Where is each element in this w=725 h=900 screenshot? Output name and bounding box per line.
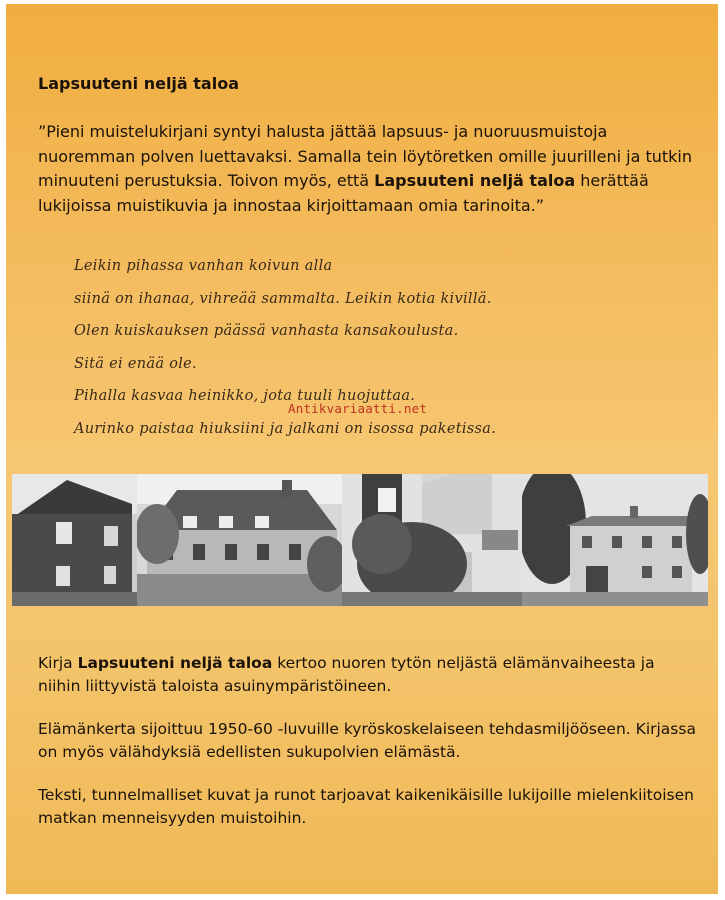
poem [74, 250, 674, 446]
book-back-cover [6, 4, 718, 894]
photo-strip [12, 474, 708, 606]
poem-line: siinä on ihanaa, vihreää sammalta. Leikin kotia kivillä. [74, 290, 492, 307]
quote-book-title: Lapsuuteni neljä taloa [374, 171, 576, 190]
description-paragraph: Teksti, tunnelmalliset kuvat ja runot tarjoavat kaikenikäisille lukijoille mielenkiitoisen matkan menneisyyden muistoihin. [38, 786, 694, 827]
book-title: Lapsuuteni neljä taloa [38, 74, 239, 93]
description-book-title: Lapsuuteni neljä taloa [77, 654, 273, 672]
poem-line: Aurinko paistaa hiuksiini ja jalkani on isossa paketissa. [74, 420, 497, 437]
poem-line: Pihalla kasvaa heinikko, jota tuuli huojuttaa. [74, 388, 416, 405]
book-description [38, 652, 698, 850]
poem-line: Olen kuiskauksen päässä vanhasta kansakoulusta. [74, 323, 459, 340]
quote-text-1: ”Pieni muistelukirjani syntyi halusta jättää lapsuus- ja nuoruusmuistoja nuoremman polven luettavaksi. Samalla tein löytöretken omille juurilleni ja tutkin minuuteni perustuksia. Toivon myös, että [38, 122, 693, 190]
poem-line: Leikin pihassa vanhan koivun alla [74, 258, 333, 274]
photo-gabled-house [342, 474, 522, 606]
description-text: Kirja [38, 654, 78, 672]
description-paragraph [38, 652, 698, 697]
poem-line: Sitä ei enää ole. [74, 355, 197, 372]
photo-large-house [137, 474, 342, 606]
quote-text-2: herättää lukijoissa muistikuvia ja innostaa kirjoittamaan omia tarinoita.” [38, 171, 649, 215]
photo-white-apartment-building [522, 474, 708, 606]
description-text: kertoo nuoren tytön neljästä elämänvaiheesta ja niihin liittyvistä taloista asuinympäristöineen. [38, 654, 655, 695]
description-paragraph: Elämänkerta sijoittuu 1950-60 -luvuille kyröskoskelaiseen tehdasmiljööseen. Kirjassa on myös välähdyksiä edellisten sukupolvien elämästä. [38, 720, 696, 761]
author-quote [38, 120, 698, 218]
watermark-text: Antikvariaatti.net [288, 401, 428, 416]
photo-wooden-house [12, 474, 137, 606]
